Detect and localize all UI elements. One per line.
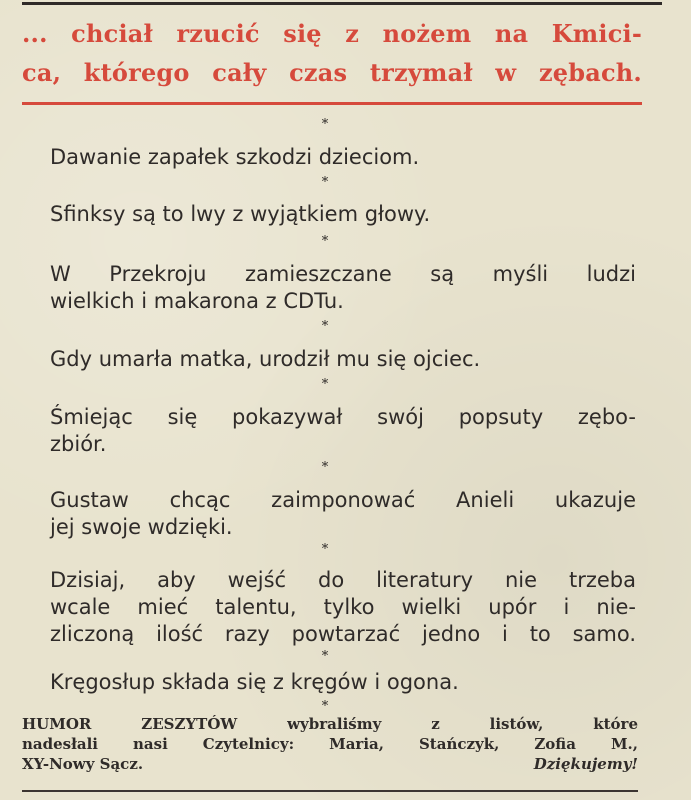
joke-line: wcale mieć talentu, tylko wielki upór i nie- (50, 595, 636, 619)
joke-line: Sfinksy są to lwy z wyjątkiem głowy. (50, 202, 431, 226)
headline-line-2: ca, którego cały czas trzymał w zębach. (22, 58, 642, 87)
joke-6 (50, 487, 636, 541)
joke-3 (50, 261, 636, 315)
joke-8 (50, 669, 636, 696)
joke-line: Gustaw chcąc zaimponować Anieli ukazuje (50, 488, 636, 512)
bottom-rule (22, 790, 638, 792)
footer-credits (22, 714, 638, 774)
thanks-text: Dziękujemy! (533, 755, 638, 773)
separator-star: * (321, 460, 329, 475)
separator-star: * (321, 175, 329, 190)
footer-line-1: HUMOR ZESZYTÓW wybraliśmy z listów, które (22, 715, 638, 733)
headline-line-1: ... chciał rzucić się z nożem na Kmici- (22, 19, 642, 48)
separator-star: * (321, 234, 329, 249)
joke-line: Gdy umarła matka, urodził mu się ojciec. (50, 347, 481, 371)
joke-line: zbiór. (50, 432, 107, 456)
separator-star: * (321, 117, 329, 132)
top-rule (22, 2, 662, 5)
joke-7 (50, 567, 636, 648)
headline (22, 14, 642, 92)
joke-line: Śmiejąc się pokazywał swój popsuty zębo- (50, 405, 636, 429)
joke-4 (50, 346, 636, 373)
joke-line: wielkich i makarona z CDTu. (50, 289, 344, 313)
separator-star: * (321, 542, 329, 557)
footer-line-3: XY-Nowy Sącz. (22, 755, 144, 773)
joke-line: W Przekroju zamieszczane są myśli ludzi (50, 262, 636, 286)
joke-5 (50, 404, 636, 458)
joke-line: Dawanie zapałek szkodzi dzieciom. (50, 145, 420, 169)
joke-1 (50, 144, 636, 171)
separator-star: * (321, 649, 329, 664)
joke-line: Dzisiaj, aby wejść do literatury nie trzeba (50, 568, 636, 592)
separator-star: * (321, 377, 329, 392)
footer-line-2: nadesłali nasi Czytelnicy: Maria, Stańczyk, Zofia M., (22, 735, 638, 753)
joke-line: jej swoje wdzięki. (50, 515, 233, 539)
separator-star: * (321, 699, 329, 714)
joke-line: zliczoną ilość razy powtarzać jedno i to samo. (50, 622, 636, 646)
joke-line: Kręgosłup składa się z kręgów i ogona. (50, 670, 459, 694)
headline-underline (22, 102, 642, 105)
separator-star: * (321, 319, 329, 334)
joke-2 (50, 201, 636, 228)
